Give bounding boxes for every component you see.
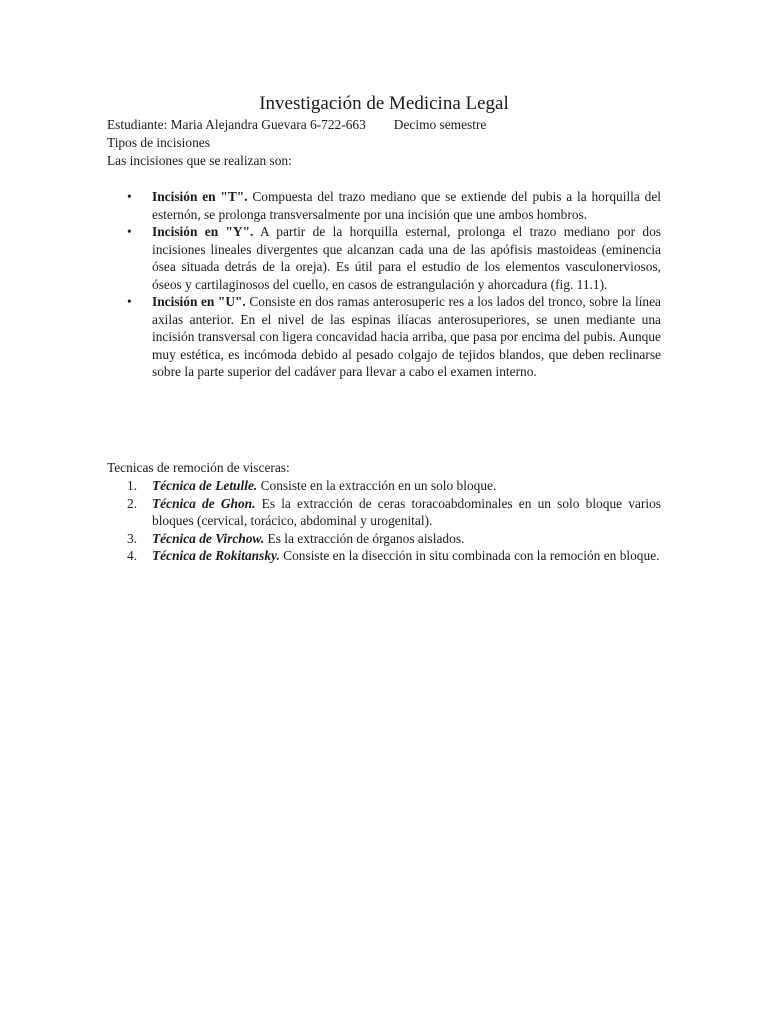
- incision-term: Incisión en "T".: [152, 189, 248, 204]
- technique-text: Es la extracción de órganos aislados.: [264, 530, 465, 546]
- intro-text: Las incisiones que se realizan son:: [107, 153, 292, 168]
- list-item: [107, 223, 661, 293]
- technique-text: Es la extracción de ceras toracoabdominales en un solo bloque varios bloques (cervical, torácico, abdominal y urogenital).: [152, 495, 661, 528]
- technique-text: Consiste en la disección in situ combinada con la remoción en bloque.: [279, 548, 660, 563]
- semester-label: Decimo semestre: [393, 117, 487, 132]
- incision-term: Incisión en "U".: [152, 294, 246, 309]
- incision-text: Consiste en dos ramas anterosuperic res a los lados del tronco, sobre la línea axilas anterior. En el nivel de las espinas ilíacas anterosuperiores, se unen mediante una incisión transversal con ligera concavidad hacia arriba, que pasa por encima del pubis. Aunque muy estética, es incómoda debido al pesado colgajo de tejidos blandos, que deben reclinarse sobre la parte superior del cadáver para llevar a cabo el examen interno.: [152, 294, 662, 379]
- incision-text: Compuesta del trazo mediano que se extiende del pubis a la horquilla del esternón, se prolonga transversalmente por una incisión que une ambos hombros.: [152, 189, 661, 222]
- bullet-icon: •: [127, 294, 132, 309]
- incisions-list: [107, 188, 661, 381]
- item-number: 3.: [127, 530, 138, 546]
- technique-text: Consiste en la extracción en un solo bloque.: [257, 478, 497, 493]
- list-item: [107, 530, 661, 548]
- student-line: [107, 116, 486, 134]
- student-info: Estudiante: Maria Alejandra Guevara 6-722-663: [107, 117, 366, 132]
- item-number: 2.: [127, 495, 138, 511]
- item-number: 1.: [127, 478, 138, 493]
- bullet-icon: •: [127, 189, 132, 204]
- document-title: Investigación de Medicina Legal: [259, 93, 509, 114]
- technique-term: Técnica de Ghon.: [152, 495, 256, 511]
- list-item: [107, 547, 661, 565]
- list-item: [107, 188, 661, 223]
- list-item: [107, 293, 661, 381]
- item-number: 4.: [127, 548, 138, 563]
- incision-text: A partir de la horquilla esternal, prolonga el trazo mediano por dos incisiones lineales divergentes que alcanzan cada una de las apófisis mastoideas (eminencia ósea situada detrás de la oreja). Es útil para el estudio de los elementos vasculonerviosos, óseos y cartilaginosos del cuello, en casos de estrangulación y ahorcadura (fig. 11.1).: [152, 224, 661, 292]
- bullet-icon: •: [127, 224, 132, 239]
- techniques-list: [107, 477, 661, 565]
- techniques-heading: Tecnicas de remoción de visceras:: [107, 460, 290, 475]
- technique-term: Técnica de Letulle.: [152, 478, 258, 493]
- incision-term: Incisión en "Y".: [152, 224, 254, 239]
- technique-term: Técnica de Virchow.: [152, 530, 265, 546]
- list-item: [107, 477, 661, 495]
- technique-term: Técnica de Rokitansky.: [152, 548, 280, 563]
- types-heading: Tipos de incisiones: [107, 135, 210, 150]
- list-item: [107, 495, 661, 530]
